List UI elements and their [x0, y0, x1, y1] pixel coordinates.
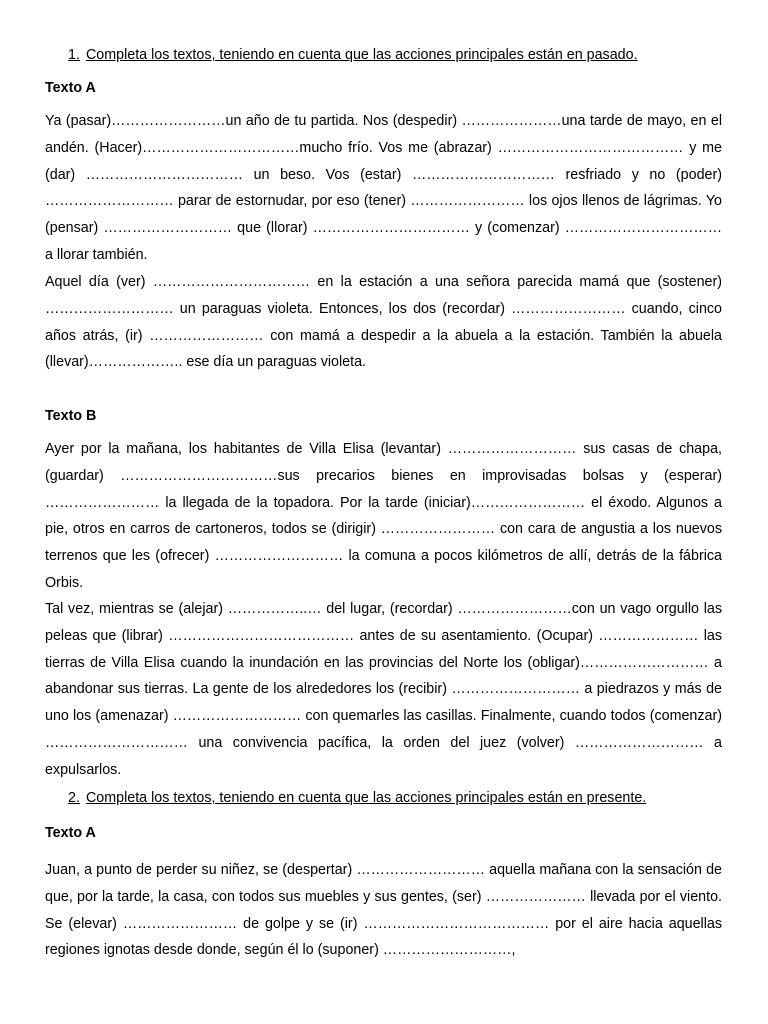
heading-texto-a-2: Texto A	[45, 825, 96, 841]
texto-a-1-paragraph-2: Aquel día (ver) …………………………… en la estación a una señora parecida mamá que (sostener) ……………………… un paraguas violeta. Entonces, los dos (recordar) …………………… cuando, cinco años atrás, (ir) …………………… con mamá a despedir a la abuela a la estación. También la abuela (llevar)……………….. ese día un paraguas violeta.	[45, 274, 722, 371]
texto-b-paragraph-2: Tal vez, mientras se (alejar) ……………..… del lugar, (recordar) ……………………con un vago orgullo las peleas que (librar) ………………………………… antes de su asentamiento. (Ocupar) ………………… las tierras de Villa Elisa cuando la inundación en las provincias del Norte los (obligar)……………………… a abandonar sus tierras. La gente de los alrededores los (recibir) ……………………… a piedrazos y más de uno los (amenazar) ……………………… con quemarles las casillas. Finalmente, cuando todos (comenzar) ………………………… una convivencia pacífica, la orden del juez (volver) ……………………… a expulsarlos.	[45, 601, 722, 778]
instruction-1	[68, 47, 638, 63]
instruction-2-text: Completa los textos, teniendo en cuenta que las acciones principales están en presente.	[85, 790, 647, 806]
texto-a-2-paragraph-1: Juan, a punto de perder su niñez, se (despertar) ……………………… aquella mañana con la sensación de que, por la tarde, la casa, con todos sus muebles y sus gentes, (ser) ………………… llevada por el viento. Se (elevar) …………………… de golpe y se (ir) ………………………………… por el aire hacia aquellas regiones ignotas desde donde, según él lo (suponer) ………………………,	[45, 862, 722, 959]
texto-a-1-paragraph-1: Ya (pasar)……………………un año de tu partida. Nos (despedir) …………………una tarde de mayo, en el andén. (Hacer)……………………………mucho frío. Vos me (abrazar) ………………………………… y me (dar) …………………………… un beso. Vos (estar) ………………………… resfriado y no (poder) ……………………… parar de estornudar, por eso (tener) …………………… los ojos llenos de lágrimas. Yo (pensar) ……………………… que (llorar) …………………………… y (comenzar) …………………………… a llorar también.	[45, 113, 722, 263]
instruction-1-number: 1.	[68, 47, 80, 63]
heading-texto-a-1: Texto A	[45, 80, 96, 96]
instruction-2	[68, 790, 646, 806]
texto-b-paragraph-1: Ayer por la mañana, los habitantes de Villa Elisa (levantar) ……………………… sus casas de chapa, (guardar) ……………………………sus precarios bienes en improvisadas bolsas y (esperar) …………………… la llegada de la topadora. Por la tarde (iniciar)…………………… el éxodo. Algunos a pie, otros en carros de cartoneros, todos se (dirigir) …………………… con cara de angustia a los nuevos terrenos que les (ofrecer) ……………………… la comuna a pocos kilómetros de allí, detrás de la fábrica Orbis.	[45, 441, 722, 591]
instruction-1-text: Completa los textos, teniendo en cuenta que las acciones principales están en pasado.	[85, 47, 638, 63]
instruction-2-number: 2.	[68, 790, 80, 806]
heading-texto-b: Texto B	[45, 408, 97, 424]
